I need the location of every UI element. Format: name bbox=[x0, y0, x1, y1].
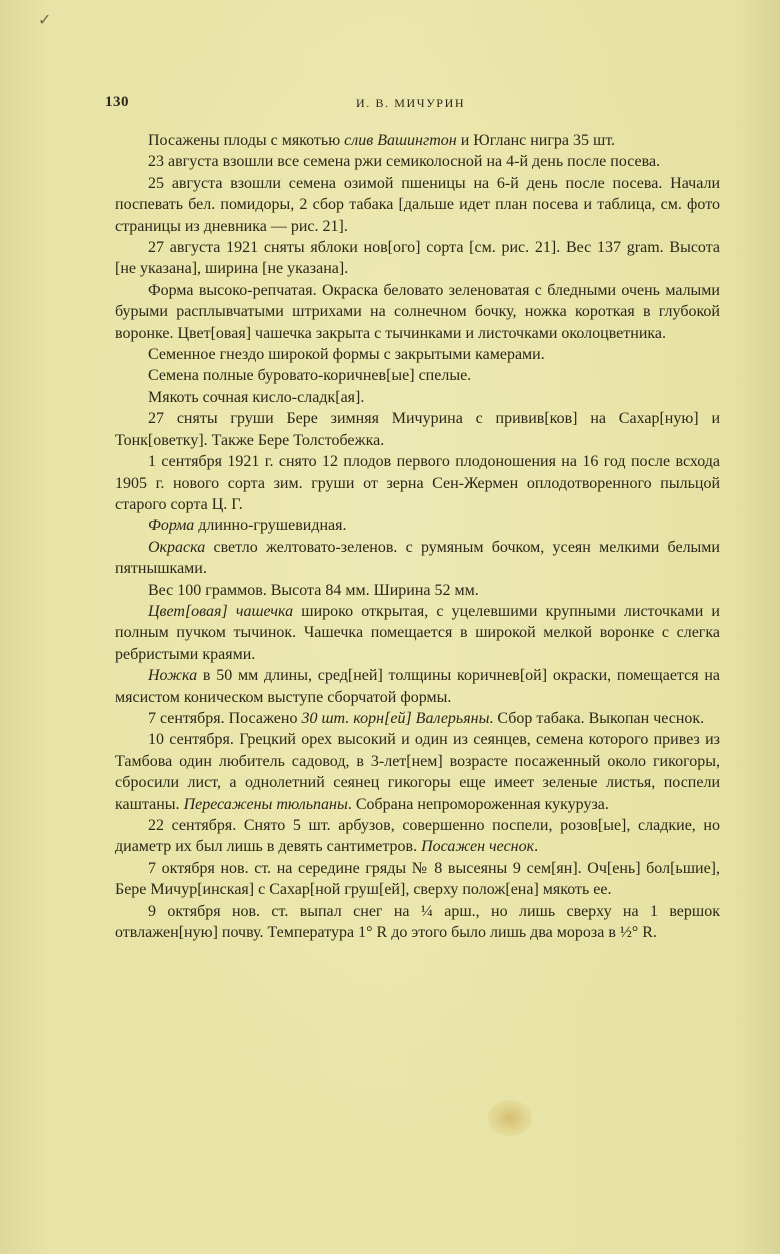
paragraph bbox=[115, 580, 720, 601]
paragraph bbox=[115, 130, 720, 151]
body-text bbox=[115, 130, 720, 943]
text-run: Семена полные буровато-коричнев[ые] спелые. bbox=[148, 367, 472, 385]
paragraph bbox=[115, 344, 720, 365]
paragraph bbox=[115, 729, 720, 815]
text-run: . bbox=[534, 838, 539, 856]
paragraph bbox=[115, 237, 720, 280]
text-run: 7 сентября. Посажено bbox=[148, 709, 302, 727]
paragraph bbox=[115, 365, 720, 386]
text-run: 25 августа взошли семена озимой пшеницы на 6-й день после посева. Начали поспевать бел. помидоры, 2 сбор табака [дальше идет план посева и таблица, см. фото страницы из дневника — рис. 21]. bbox=[115, 174, 720, 235]
italic-text: Цвет[овая] чашечка bbox=[148, 602, 294, 620]
text-run: Мякоть сочная кисло-сладк[ая]. bbox=[148, 388, 365, 406]
italic-text: Пересажены тюльпаны bbox=[183, 795, 348, 813]
paper-stain bbox=[488, 1100, 532, 1136]
italic-text: Посажен чеснок bbox=[421, 838, 535, 856]
paragraph bbox=[115, 858, 720, 901]
running-head: И. В. МИЧУРИН bbox=[356, 96, 466, 110]
corner-check-mark: ✓ bbox=[38, 12, 52, 29]
paragraph bbox=[115, 173, 720, 237]
paragraph bbox=[115, 451, 720, 515]
text-run: длинно-грушевидная. bbox=[194, 517, 347, 535]
page-number: 130 bbox=[105, 94, 129, 110]
text-run: Форма высоко-репчатая. Окраска беловато зеленоватая с бледными очень малыми бурыми расплывчатыми штрихами на солнечном бочку, ножка короткая в глубокой воронке. Цвет[овая] чашечка закрыта с тычинками и листочками околоцветника. bbox=[115, 281, 720, 342]
paragraph bbox=[115, 515, 720, 536]
italic-text: 30 шт. корн[ей] Валерьяны bbox=[301, 709, 490, 727]
text-run: 22 сентября. Снято 5 шт. арбузов, совершенно поспели, розов[ые], сладкие, но диаметр их был лишь в девять сантиметров. bbox=[115, 817, 720, 856]
text-run: Посажены плоды с мякотью bbox=[148, 132, 345, 149]
text-run: светло желтовато-зеленов. с румяным бочком, усеян мелкими белыми пятнышками. bbox=[115, 538, 720, 578]
paragraph bbox=[115, 601, 720, 665]
text-run: . Собрана непромороженная кукуруза. bbox=[347, 795, 609, 813]
paragraph bbox=[115, 665, 720, 708]
text-run: 7 октября нов. ст. на середине гряды № 8 высеяны 9 сем[ян]. Оч[ень] бол[ьшие], Бере Мичур[инская] с Сахар[ной груш[ей], сверху полож[ена] мякоть ее. bbox=[115, 859, 720, 899]
paragraph bbox=[115, 387, 720, 408]
italic-text: Ножка bbox=[148, 667, 198, 685]
text-run: 9 октября нов. ст. выпал снег на ¼ арш., но лишь сверху на 1 вершок отвлажен[ную] почву. Температура 1° R до этого было лишь два мороза в ½° R. bbox=[115, 902, 720, 942]
paragraph bbox=[115, 708, 720, 729]
paragraph bbox=[115, 408, 720, 451]
italic-text: слив Вашингтон bbox=[344, 132, 457, 149]
text-run: 27 августа 1921 сняты яблоки нов[ого] сорта [см. рис. 21]. Вес 137 gram. Высота [не указана], ширина [не указана]. bbox=[115, 239, 720, 278]
text-run: 23 августа взошли все семена ржи семиколосной на 4-й день после посева. bbox=[148, 153, 661, 171]
text-run: широко открытая, с уцелевшими крупными листочками и полным пучком тычинок. Чашечка помещается в широкой мелкой воронке с слегка ребристыми краями. bbox=[115, 602, 720, 663]
text-run: 1 сентября 1921 г. снято 12 плодов первого плодоношения на 16 год после всхода 1905 г. нового сорта зим. груши от зерна Сен-Жермен оплодотворенного пыльцой старого сорта Ц. Г. bbox=[115, 453, 720, 513]
text-run: 27 сняты груши Бере зимняя Мичурина с привив[ков] на Сахар[ную] и Тонк[оветку]. Также Бере Толстобежка. bbox=[115, 410, 720, 449]
italic-text: Форма bbox=[148, 517, 195, 535]
paragraph bbox=[115, 537, 720, 580]
paragraph bbox=[115, 151, 720, 172]
text-run: . Сбор табака. Выкопан чеснок. bbox=[489, 709, 705, 727]
text-run: 10 сентября. Грецкий орех высокий и один из сеянцев, семена которого привез из Тамбова один любитель садовод, в 3-лет[нем] возрасте посаженный около гикогоры, сбросили лист, а однолетний сеянец гикогоры еще имеет зеленые листья, поспели каштаны. bbox=[115, 731, 720, 813]
paragraph bbox=[115, 280, 720, 344]
paragraph bbox=[115, 815, 720, 858]
text-run: в 50 мм длины, сред[ней] толщины коричнев[ой] окраски, помещается на мясистом коническом выступе сборчатой формы. bbox=[115, 667, 720, 706]
paragraph bbox=[115, 901, 720, 944]
text-run: Вес 100 граммов. Высота 84 мм. Ширина 52 мм. bbox=[148, 581, 479, 599]
text-run: Семенное гнездо широкой формы с закрытыми камерами. bbox=[148, 346, 545, 364]
italic-text: Окраска bbox=[148, 538, 206, 556]
text-run: и Югланс нигра 35 шт. bbox=[456, 132, 616, 149]
